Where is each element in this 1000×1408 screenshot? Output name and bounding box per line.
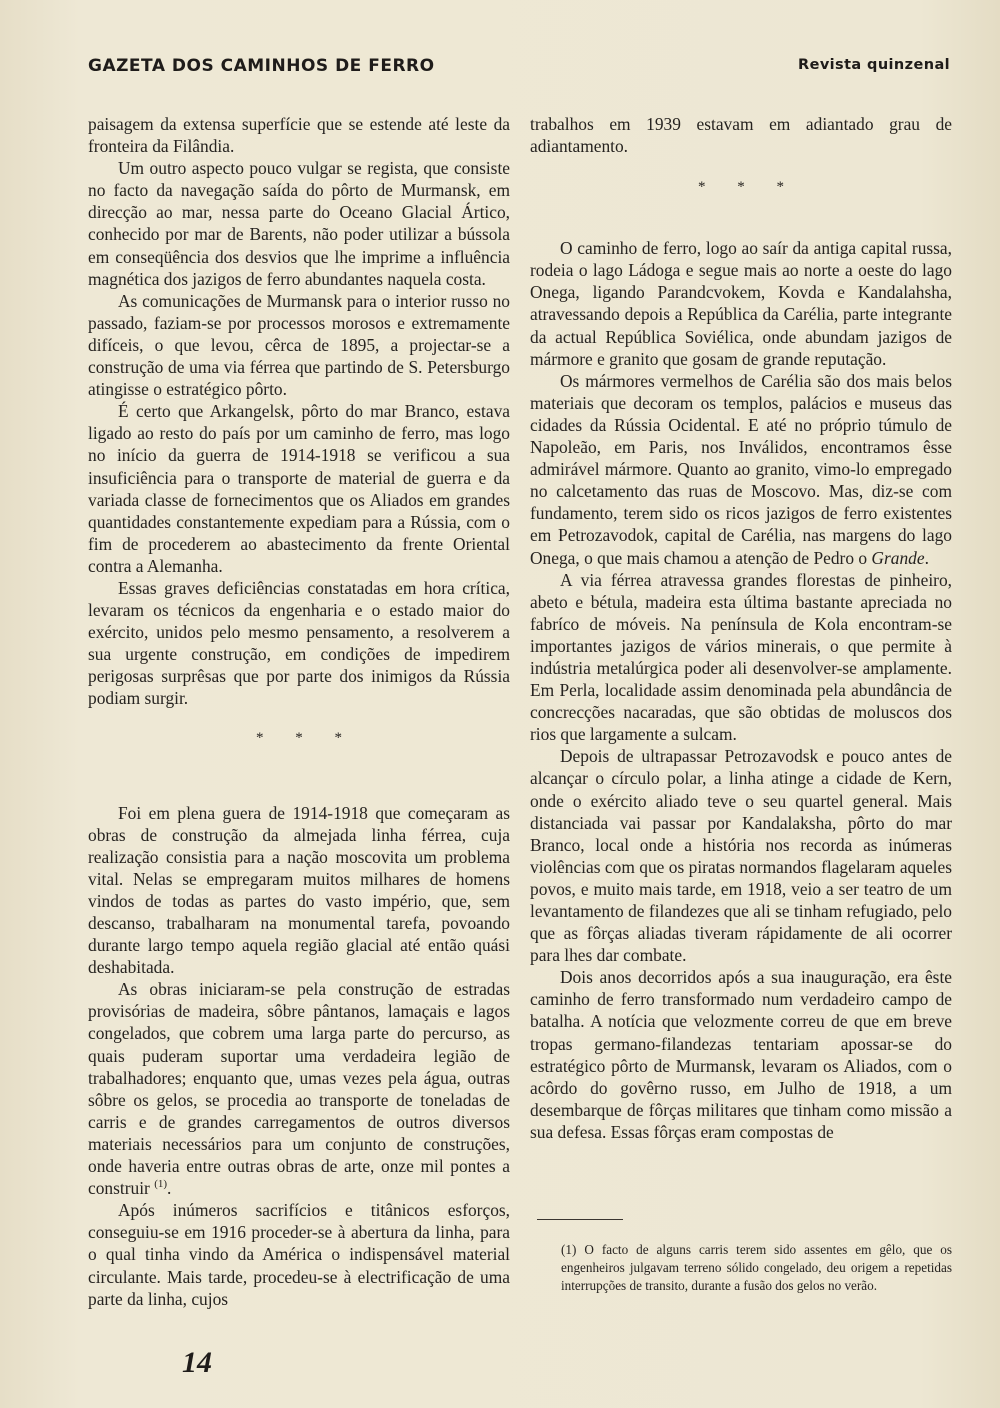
footnote [561,1241,952,1295]
running-header [88,56,950,86]
footnote-marker: (1) [561,1242,577,1257]
paragraph: As comunicações de Murmansk para o interior russo no passado, faziam-se por processos morosos e extremamente difíceis, o que levou, cêrca de 1895, a projectar-se a construção de uma via férrea que partindo de S. Petersburgo atingisse o estratégico pôrto. [88,290,510,400]
section-separator: * * * [256,729,356,746]
publication-subtitle: Revista quinzenal [798,57,950,73]
paragraph: A via férrea atravessa grandes florestas de pinheiro, abeto e bétula, madeira esta última bastante apreciada no fabríco de móveis. Na península de Kola encontram-se importantes jazigos de vários minerais, o que permite à indústria metalúrgica poder ali desenvolver-se amplamente. Em Perla, localidade assim denominada pela abundância de concrecções nacaradas, que são obtidas de moluscos dos rios que largamente a sulcam. [530,569,952,745]
footnote-divider [537,1219,623,1220]
paragraph: Foi em plena guera de 1914-1918 que começaram as obras de construção da almejada linha férrea, cuja realização consistia para a nação moscovita um problema vital. Nelas se empregaram muitos milhares de homens vindos de todas as partes do vasto império, que, sem descanso, trabalharam na monumental tarefa, povoando durante largo tempo aquela região glacial até então quási deshabitada. [88,802,510,978]
left-column [88,113,510,1310]
page-number: 14 [182,1346,212,1379]
paragraph-text: As obras iniciaram-se pela construção de estradas provisórias de madeira, sôbre pântanos, lamaçais e lagos congelados, que cobrem uma larga parte do percurso, as quais puderam suportar uma verdadeira legião de trabalhadores; enquanto que, umas vezes pela água, outras sôbre os gelos, se procedia ao transporte de toneladas de carris e de grandes carregamentos de outros diversos materiais necessários para um conjunto de construções, onde haveria entre outras obras de arte, onze mil pontes a construir [88,979,510,1199]
paragraph: Essas graves deficiências constatadas em hora crítica, levaram os técnicos da engenharia e o estado maior do exército, unidos pelo mesmo pensamento, a resolverem a sua urgente construção, em condições de impedirem perigosas surprêsas que por parte dos inimigos da Rússia podiam surgir. [88,577,510,709]
paragraph-text: Os mármores vermelhos de Carélia são dos mais belos materiais que decoram os templos, palácios e museus das cidades da Rússia Ocidental. E até no próprio túmulo de Napoleão, em Paris, nos Inválidos, encontramos êsse admirável mármore. Quanto ao granito, vimo-lo empregado no calcetamento das ruas de Moscovo. Mas, diz-se com fundamento, terem sido os ricos jazigos de ferro existentes em Petrozavodok, capital de Carélia, nas margens do lago Onega, o que mais chamou a atenção de Pedro o [530,370,952,568]
emphasis: Grande [871,547,925,568]
paragraph: Após inúmeros sacrifícios e titânicos esforços, conseguiu-se em 1916 proceder-se à abertura da linha, para o qual tinha vindo da América o indispensável material circulante. Mais tarde, procedeu-se à electrificação de uma parte da linha, cujos [88,1200,510,1309]
paragraph: Depois de ultrapassar Petrozavodsk e pouco antes de alcançar o círculo polar, a linha atinge a cidade de Kern, onde o exército aliado teve o seu quartel general. Mais distanciada vai passar por Kandalaksha, pôrto do mar Branco, local onde a história nos recorda as inúmeras violências com que os piratas normandos flagelaram aqueles povos, e muito mais tarde, em 1918, veio a ser teatro de um levantamento de filandezes que ali se tinham refugiado, pelo que as fôrças aliadas tiveram rápidamente de ali ocorrer para lhes dar combate. [530,746,952,966]
paragraph: O caminho de ferro, logo ao saír da antiga capital russa, rodeia o lago Ládoga e segue mais ao norte a oeste do lago Onega, ligando Parandcvokem, Kovda e Kandalahsha, atravessando depois a República da Carélia, parte integrante da actual República Soviélica, onde abundam jazigos de mármore e granito que gosam de grande reputação. [530,238,952,369]
paragraph: trabalhos em 1939 estavam em adiantado grau de adiantamento. [530,114,952,157]
section-separator: * * * [698,179,798,196]
paragraph [530,370,952,569]
paragraph: paisagem da extensa superfície que se estende até leste da fronteira da Filândia. [88,114,510,157]
paragraph: Um outro aspecto pouco vulgar se regista, que consiste no facto da navegação saída do pôrto de Murmansk, em direcção ao mar, nessa parte do Oceano Glacial Ártico, conhecido por mar de Barents, não poder utilizar a bússola em conseqüência dos desvios que lhe imprime a influência magnética dos jazigos de ferro abundantes naquela costa. [88,158,510,289]
paragraph-end: . [167,1178,172,1199]
paragraph: É certo que Arkangelsk, pôrto do mar Branco, estava ligado ao resto do país por um caminho de ferro, mas logo no início da guerra de 1914-1918 se verificou a sua insuficiência para o transporte de material de guerra e da variada classe de fornecimentos que os Aliados em grandes quantidades constantemente expediam para a Rússia, com o fim de procederem ao abastecimento da frente Oriental contra a Alemanha. [88,401,510,576]
paragraph-end: . [924,547,929,568]
paragraph [88,978,510,1199]
footnote-text: O facto de alguns carris terem sido assentes em gêlo, que os engenheiros julgavam terreno sólido congelado, deu origem a repetidas interrupções de transito, durante a fusão dos gelos no verão. [561,1242,953,1293]
footnote-reference: (1) [154,1178,168,1191]
right-column [530,113,952,1143]
paragraph: Dois anos decorridos após a sua inauguração, era êste caminho de ferro transformado num verdadeiro campo de batalha. A notícia que velozmente correu de que em breve tropas germano-filandezas tentariam apossar-se do estratégico pôrto de Murmansk, levaram os Aliados, com o acôrdo do govêrno russo, em Julho de 1918, a um desembarque de fôrças militares que tinham como missão a sua defesa. Essas fôrças eram compostas de [530,967,952,1142]
publication-title: GAZETA DOS CAMINHOS DE FERRO [88,56,435,76]
